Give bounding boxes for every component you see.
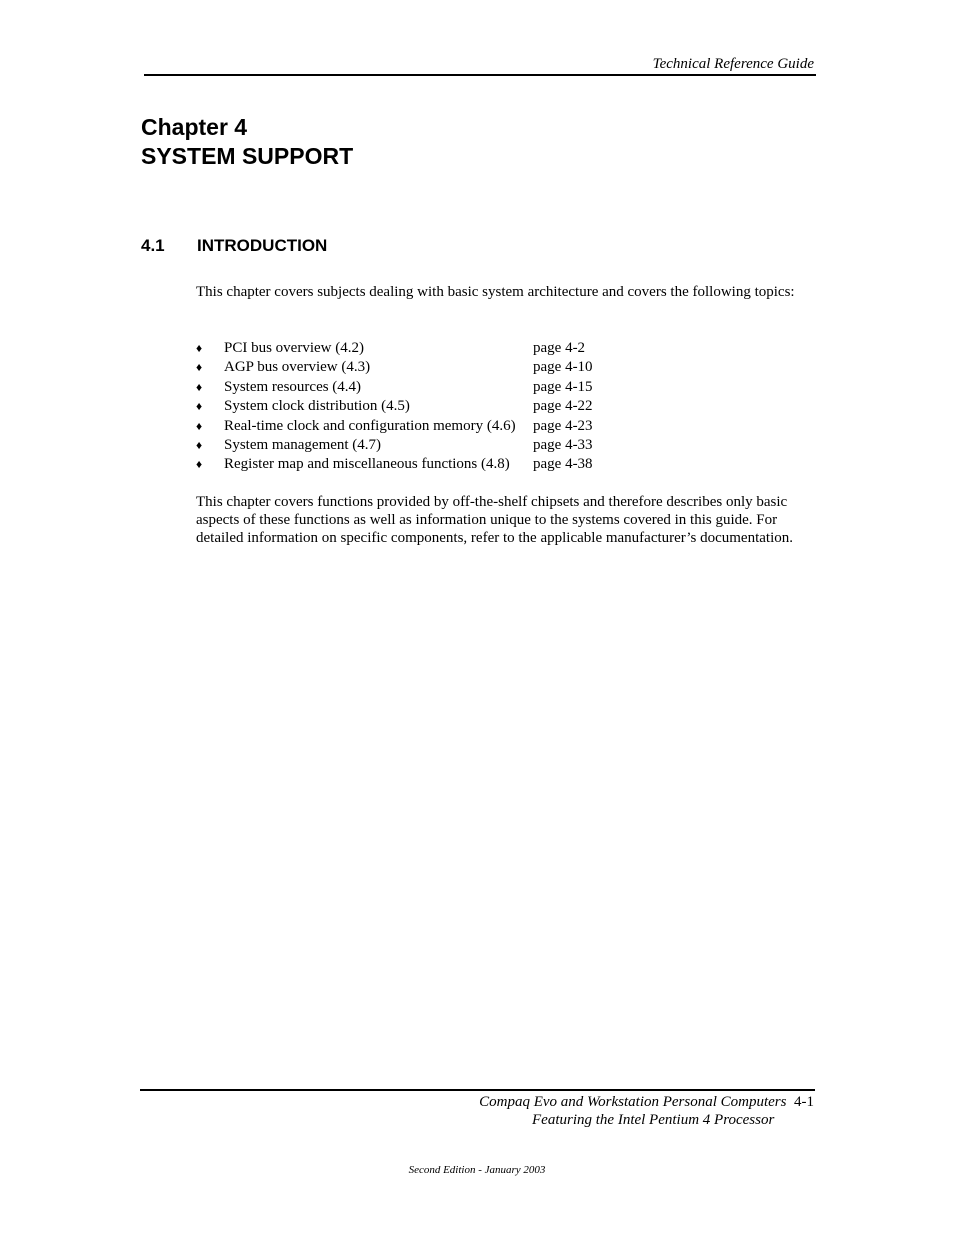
topic-page: page 4-38: [533, 456, 593, 473]
footer-title-2: Featuring the Intel Pentium 4 Processor: [532, 1112, 775, 1128]
topic-label: System clock distribution (4.5): [224, 398, 410, 415]
bullet-icon: ♦: [196, 379, 203, 394]
topic-page: page 4-22: [533, 398, 593, 415]
list-item: [196, 397, 593, 416]
list-item: [196, 417, 593, 436]
topic-page: page 4-33: [533, 436, 593, 453]
topic-list: [196, 339, 593, 475]
chapter-heading: [141, 113, 353, 171]
bullet-icon: ♦: [196, 437, 203, 452]
footer-rule: [140, 1089, 815, 1091]
list-item: [196, 436, 593, 455]
list-item: [196, 455, 593, 474]
list-item: [196, 339, 593, 358]
topic-page: page 4-23: [533, 417, 593, 434]
footer-line-1: [479, 1094, 814, 1111]
topic-page: page 4-2: [533, 340, 586, 356]
running-header: Technical Reference Guide: [652, 56, 814, 72]
section-number: 4.1: [141, 236, 165, 255]
header-rule: [144, 74, 816, 76]
footer-title-1: Compaq Evo and Workstation Personal Computers: [479, 1094, 787, 1110]
section-heading: [141, 236, 327, 256]
intro-paragraph: This chapter covers subjects dealing with basic system architecture and covers the following topics:: [196, 284, 795, 300]
topic-page: page 4-15: [533, 378, 593, 395]
section-title: INTRODUCTION: [197, 236, 328, 255]
edition-note: Second Edition - January 2003: [408, 1164, 546, 1176]
list-item: [196, 358, 593, 377]
chapter-title: SYSTEM SUPPORT: [141, 143, 354, 169]
bullet-icon: ♦: [196, 360, 203, 375]
topic-page: page 4-10: [533, 359, 593, 376]
topic-label: Register map and miscellaneous functions (4.8): [224, 456, 510, 473]
topic-label: Real-time clock and configuration memory (4.6): [224, 417, 516, 434]
topic-label: System resources (4.4): [224, 378, 362, 395]
bullet-icon: ♦: [196, 418, 203, 433]
topic-label: System management (4.7): [224, 436, 382, 453]
bullet-icon: ♦: [196, 341, 203, 355]
chapter-number: Chapter 4: [141, 114, 248, 140]
list-item: [196, 378, 593, 397]
topic-label: PCI bus overview (4.2): [224, 340, 364, 356]
bullet-icon: ♦: [196, 399, 203, 414]
topic-label: AGP bus overview (4.3): [224, 359, 371, 376]
bullet-icon: ♦: [196, 457, 203, 472]
page-number: 4-1: [794, 1094, 814, 1110]
closing-paragraph: This chapter covers functions provided by off-the-shelf chipsets and therefore describes only basic aspects of these functions as well as information unique to the systems covered in this guide. For detailed information on specific components, refer to the applicable manufacturer’s documentation.: [196, 494, 794, 546]
